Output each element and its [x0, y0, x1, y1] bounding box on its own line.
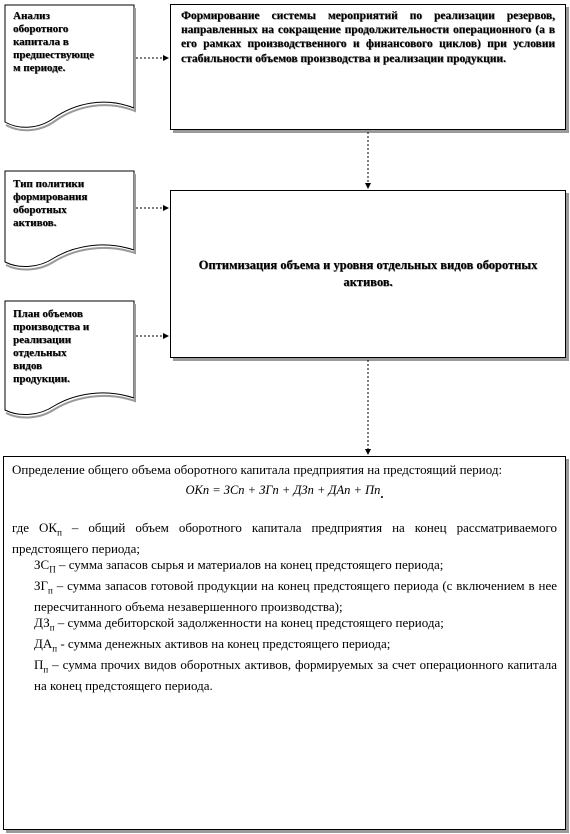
definition-symbol: П — [34, 656, 44, 672]
doc-line: Тип политики — [13, 178, 85, 190]
doc-line: активов. — [13, 217, 57, 229]
process-box-reserves-text: Формирование системы мероприятий по реализации резервов, направленных на сокращение продолжительности операционного (а в его рамках производственного и финансового циклов) при условии стабильности объемов производства и реализации продукции. — [181, 10, 555, 65]
process-box-optimization-text: Оптимизация объема и уровня отдельных видов оборотных активов. — [198, 258, 538, 289]
doc-line: реализации — [13, 334, 72, 346]
total-capital-intro: Определение общего объема оборотного капитала предприятия на предстоящий период: — [12, 462, 503, 477]
doc-line: производства и — [13, 321, 90, 333]
definition-symbol: ЗС — [34, 557, 50, 573]
doc-line: капитала в — [13, 36, 69, 48]
where-subscript: п — [57, 528, 62, 538]
doc-line: продукции. — [13, 373, 70, 385]
doc-line: оборотных — [13, 204, 67, 216]
doc-line: Анализ — [13, 10, 50, 22]
where-rest: – общий объем оборотного капитала предприятия на конец рассматриваемого предстоящего периода; — [12, 520, 557, 557]
definition-text: – сумма прочих видов оборотных активов, формируемых за счет операционного капитала на конец предстоящего периода. — [34, 656, 557, 693]
doc-line: м периоде. — [13, 62, 66, 74]
definition-symbol: ЗГ — [34, 578, 49, 594]
definition-subscript: п — [48, 585, 53, 596]
doc-line: План объемов — [13, 308, 83, 320]
formula-suffix: . — [380, 487, 384, 502]
definition-text: – сумма запасов сырья и материалов на конец предстоящего периода; — [55, 557, 444, 573]
definition-subscript: п — [43, 664, 49, 675]
doc-line: оборотного — [13, 23, 69, 35]
doc-line: формирования — [13, 191, 88, 203]
definition-symbol: ДА — [34, 636, 53, 651]
doc-line: видов — [13, 360, 43, 372]
where-lead: где ОК — [12, 520, 58, 536]
definition-symbol: ДЗ — [34, 615, 50, 631]
definition-subscript: п — [49, 622, 55, 633]
doc-line: отдельных — [13, 347, 67, 359]
definition-text: – сумма запасов готовой продукции на конец предстоящего периода (с включением в нее пересчитанного объема незавершенного производства); — [34, 578, 557, 614]
definition-subscript: п — [52, 643, 58, 654]
definition-text: – сумма дебиторской задолженности на конец предстоящего периода; — [54, 615, 444, 631]
doc-line: предшествующе — [13, 49, 94, 61]
definition-subscript: П — [49, 565, 56, 575]
definition-text: - сумма денежных активов на конец предстоящего периода; — [57, 636, 391, 651]
formula-text: ОКп = ЗСп + ЗГп + ДЗп + ДАп + Пп — [185, 483, 381, 498]
